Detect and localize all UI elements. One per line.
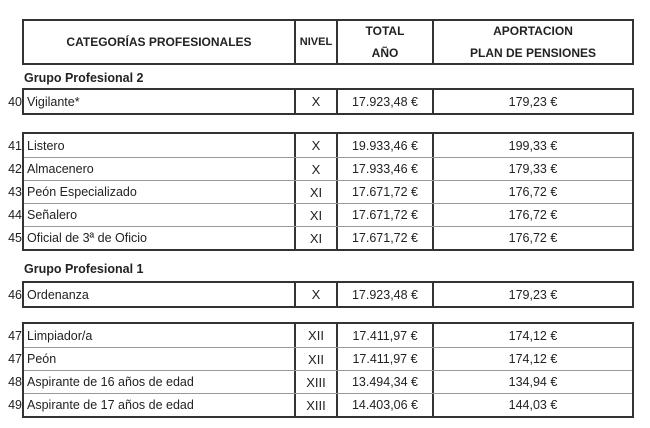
contribution-cell: 199,33 €: [508, 138, 558, 153]
table-header: [22, 19, 634, 65]
category-cell: Aspirante de 16 años de edad: [27, 375, 194, 389]
category-cell: Almacenero: [27, 162, 94, 176]
table-row: [8, 180, 632, 203]
contribution-cell: 179,23 €: [508, 94, 558, 109]
header-total-line1: TOTAL: [365, 24, 405, 38]
table-row: [8, 393, 632, 416]
category-cell: Vigilante*: [27, 94, 80, 109]
table-row: [8, 90, 632, 113]
table-block: [8, 281, 634, 308]
category-cell: Ordenanza: [27, 287, 89, 302]
table-block: [8, 322, 634, 418]
contribution-cell: 179,33 €: [508, 162, 558, 176]
level-cell: XIII: [294, 371, 338, 393]
level-cell: X: [294, 134, 338, 157]
level-cell: XI: [294, 204, 338, 226]
category-cell: Peón: [27, 352, 57, 366]
table-row: [8, 283, 632, 306]
table-row: [8, 370, 632, 393]
level-cell: X: [294, 90, 338, 113]
row-number: 45: [8, 231, 22, 245]
category-cell: Aspirante de 17 años de edad: [27, 398, 194, 412]
total-cell: 17.671,72 €: [338, 204, 434, 226]
table-row: [8, 226, 632, 249]
table-block: [8, 132, 634, 251]
row-number: 40: [8, 94, 22, 109]
table-row: [8, 347, 632, 370]
category-cell: Oficial de 3ª de Oficio: [27, 231, 147, 245]
total-cell: 13.494,34 €: [338, 371, 434, 393]
row-number: 47: [8, 328, 22, 343]
category-cell: Listero: [27, 138, 65, 153]
level-cell: X: [294, 158, 338, 180]
table-row: [8, 324, 632, 347]
contribution-cell: 174,12 €: [508, 352, 558, 366]
total-cell: 17.923,48 €: [338, 90, 434, 113]
total-cell: 17.411,97 €: [338, 348, 434, 370]
total-cell: 19.933,46 €: [338, 134, 434, 157]
category-cell: Limpiador/a: [27, 328, 93, 343]
total-cell: 17.933,46 €: [338, 158, 434, 180]
group-label: Grupo Profesional 2: [24, 71, 144, 85]
total-cell: 17.671,72 €: [338, 227, 434, 249]
contribution-cell: 176,72 €: [508, 231, 558, 245]
header-total: [338, 21, 434, 63]
row-number: 46: [8, 287, 22, 302]
total-cell: 17.411,97 €: [338, 324, 434, 347]
row-number: 41: [8, 138, 22, 153]
header-aport-line2: PLAN DE PENSIONES: [469, 46, 597, 60]
level-cell: XI: [294, 227, 338, 249]
contribution-cell: 176,72 €: [508, 185, 558, 199]
table-block: [8, 88, 634, 115]
header-categorias: CATEGORÍAS PROFESIONALES: [66, 35, 252, 49]
table-row: [8, 134, 632, 157]
row-number: 47: [8, 352, 22, 366]
header-aport-line1: APORTACION: [493, 24, 573, 38]
contribution-cell: 179,23 €: [508, 287, 558, 302]
table-row: [8, 157, 632, 180]
header-aportacion: [434, 21, 632, 63]
total-cell: 14.403,06 €: [338, 394, 434, 416]
total-cell: 17.671,72 €: [338, 181, 434, 203]
category-cell: Señalero: [27, 208, 78, 222]
level-cell: XI: [294, 181, 338, 203]
row-number: 44: [8, 208, 22, 222]
table-row: [8, 203, 632, 226]
header-total-line2: AÑO: [371, 46, 399, 60]
category-cell: Peón Especializado: [27, 185, 137, 199]
contribution-cell: 174,12 €: [508, 328, 558, 343]
level-cell: XII: [294, 324, 338, 347]
level-cell: X: [294, 283, 338, 306]
row-number: 42: [8, 162, 22, 176]
row-number: 49: [8, 398, 22, 412]
total-cell: 17.923,48 €: [338, 283, 434, 306]
contribution-cell: 134,94 €: [508, 375, 558, 389]
group-label: Grupo Profesional 1: [24, 262, 144, 276]
level-cell: XIII: [294, 394, 338, 416]
header-nivel: NIVEL: [294, 21, 338, 63]
row-number: 48: [8, 375, 22, 389]
contribution-cell: 176,72 €: [508, 208, 558, 222]
row-number: 43: [8, 185, 22, 199]
contribution-cell: 144,03 €: [508, 398, 558, 412]
level-cell: XII: [294, 348, 338, 370]
